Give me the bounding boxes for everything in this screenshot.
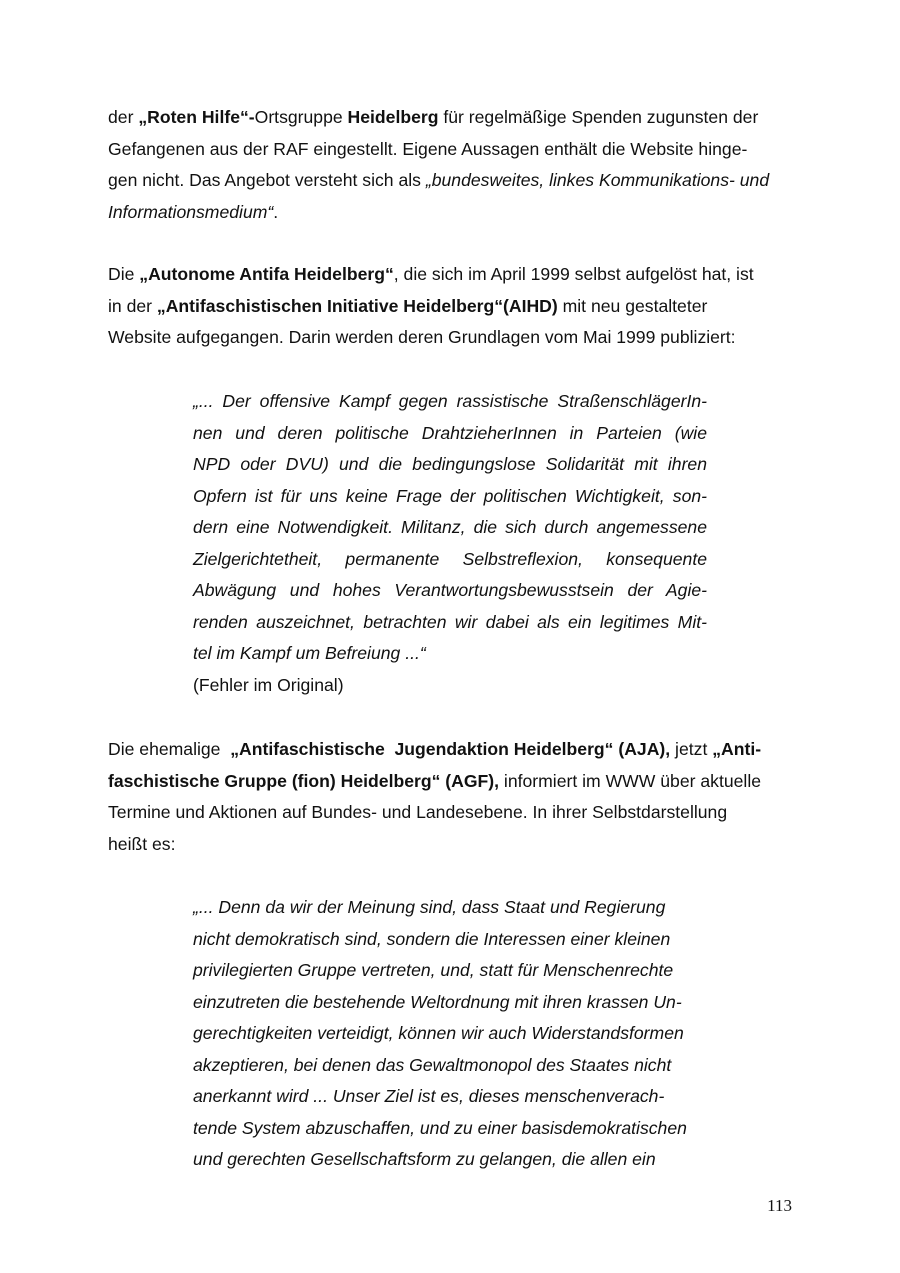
italic-quote: Informationsmedium“	[108, 201, 274, 222]
bold-org-name: „Autonome Antifa Heidelberg“	[139, 264, 394, 284]
quote-line: nicht demokratisch sind, sondern die Interessen einer kleinen	[193, 928, 671, 949]
text-line: gen nicht. Das Angebot versteht sich als „bundesweites, linkes Kommunikations- und	[108, 170, 770, 190]
bold-org-name: „Antifaschistischen Initiative Heidelberg“(AIHD)	[156, 295, 558, 316]
editorial-note: (Fehler im Original)	[193, 674, 344, 695]
quote-line: akzeptieren, bei denen das Gewaltmonopol des Staates nicht	[193, 1054, 672, 1075]
quote-line: einzutreten die bestehende Weltordnung mit ihren krassen Un-	[193, 991, 682, 1012]
text-line: heißt es:	[108, 833, 176, 854]
bold-org-name: „Antifaschistische Jugendaktion Heidelberg“ (AJA),	[230, 739, 671, 759]
text-line: der „Roten Hilfe“-Ortsgruppe Heidelberg für regelmäßige Spenden zugunsten der	[108, 107, 759, 127]
block-quote-agf	[193, 892, 707, 1176]
page-number: 113	[767, 1196, 792, 1215]
text-line: Website aufgegangen. Darin werden deren Grundlagen vom Mai 1999 publiziert:	[108, 327, 736, 347]
quote-line: NPD oder DVU) und die bedingungslose Solidarität mit ihren	[193, 454, 707, 474]
text-line: Gefangenen aus der RAF eingestellt. Eigene Aussagen enthält die Website hinge-	[108, 138, 748, 159]
bold-org-name: faschistische Gruppe (fion) Heidelberg“ (AGF),	[108, 770, 500, 791]
bold-org-name: „Roten Hilfe“-	[138, 107, 255, 127]
quote-line: anerkannt wird ... Unser Ziel ist es, dieses menschenverach-	[193, 1086, 665, 1106]
quote-line: privilegierten Gruppe vertreten, und, statt für Menschenrechte	[193, 960, 674, 980]
paragraph-autonome-antifa	[108, 259, 798, 354]
quote-line: nen und deren politische DrahtzieherInnen in Parteien (wie	[193, 422, 707, 443]
paragraph-roten-hilfe	[108, 102, 798, 228]
quote-line: tel im Kampf um Befreiung ...“	[193, 643, 426, 663]
text-line: Die ehemalige „Antifaschistische Jugendaktion Heidelberg“ (AJA), jetzt „Anti-	[108, 739, 762, 759]
text-line: Termine und Aktionen auf Bundes- und Landesebene. In ihrer Selbstdarstellung	[108, 802, 728, 822]
quote-line: renden auszeichnet, betrachten wir dabei als ein legitimes Mit-	[193, 611, 707, 632]
block-quote-aihd	[193, 386, 707, 701]
text-line: Die „Autonome Antifa Heidelberg“, die sich im April 1999 selbst aufgelöst hat, ist	[108, 264, 754, 284]
quote-line: Abwägung und hohes Verantwortungsbewusstsein der Agie-	[193, 580, 707, 600]
italic-quote: „bundesweites, linkes Kommunikations- und	[425, 170, 770, 190]
quote-line: dern eine Notwendigkeit. Militanz, die sich durch angemessene	[193, 517, 707, 537]
quote-line: Opfern ist für uns keine Frage der politischen Wichtigkeit, son-	[193, 485, 707, 506]
quote-line: „... Denn da wir der Meinung sind, dass Staat und Regierung	[193, 897, 666, 917]
quote-line: „... Der offensive Kampf gegen rassistische StraßenschlägerIn-	[193, 391, 707, 411]
quote-line: und gerechten Gesellschaftsform zu gelangen, die allen ein	[193, 1149, 656, 1169]
paragraph-aja	[108, 734, 798, 860]
text-line: Informationsmedium“.	[108, 201, 279, 222]
quote-line: tende System abzuschaffen, und zu einer basisdemokratischen	[193, 1117, 687, 1138]
bold-org-name: „Anti-	[712, 739, 762, 759]
text-line: in der „Antifaschistischen Initiative Heidelberg“(AIHD) mit neu gestalteter	[108, 295, 708, 316]
text-line: faschistische Gruppe (fion) Heidelberg“ (AGF), informiert im WWW über aktuelle	[108, 770, 762, 791]
bold-city-name: Heidelberg	[347, 107, 439, 127]
quote-line: Zielgerichtetheit, permanente Selbstreflexion, konsequente	[193, 548, 707, 569]
quote-line: gerechtigkeiten verteidigt, können wir auch Widerstandsformen	[193, 1023, 684, 1043]
